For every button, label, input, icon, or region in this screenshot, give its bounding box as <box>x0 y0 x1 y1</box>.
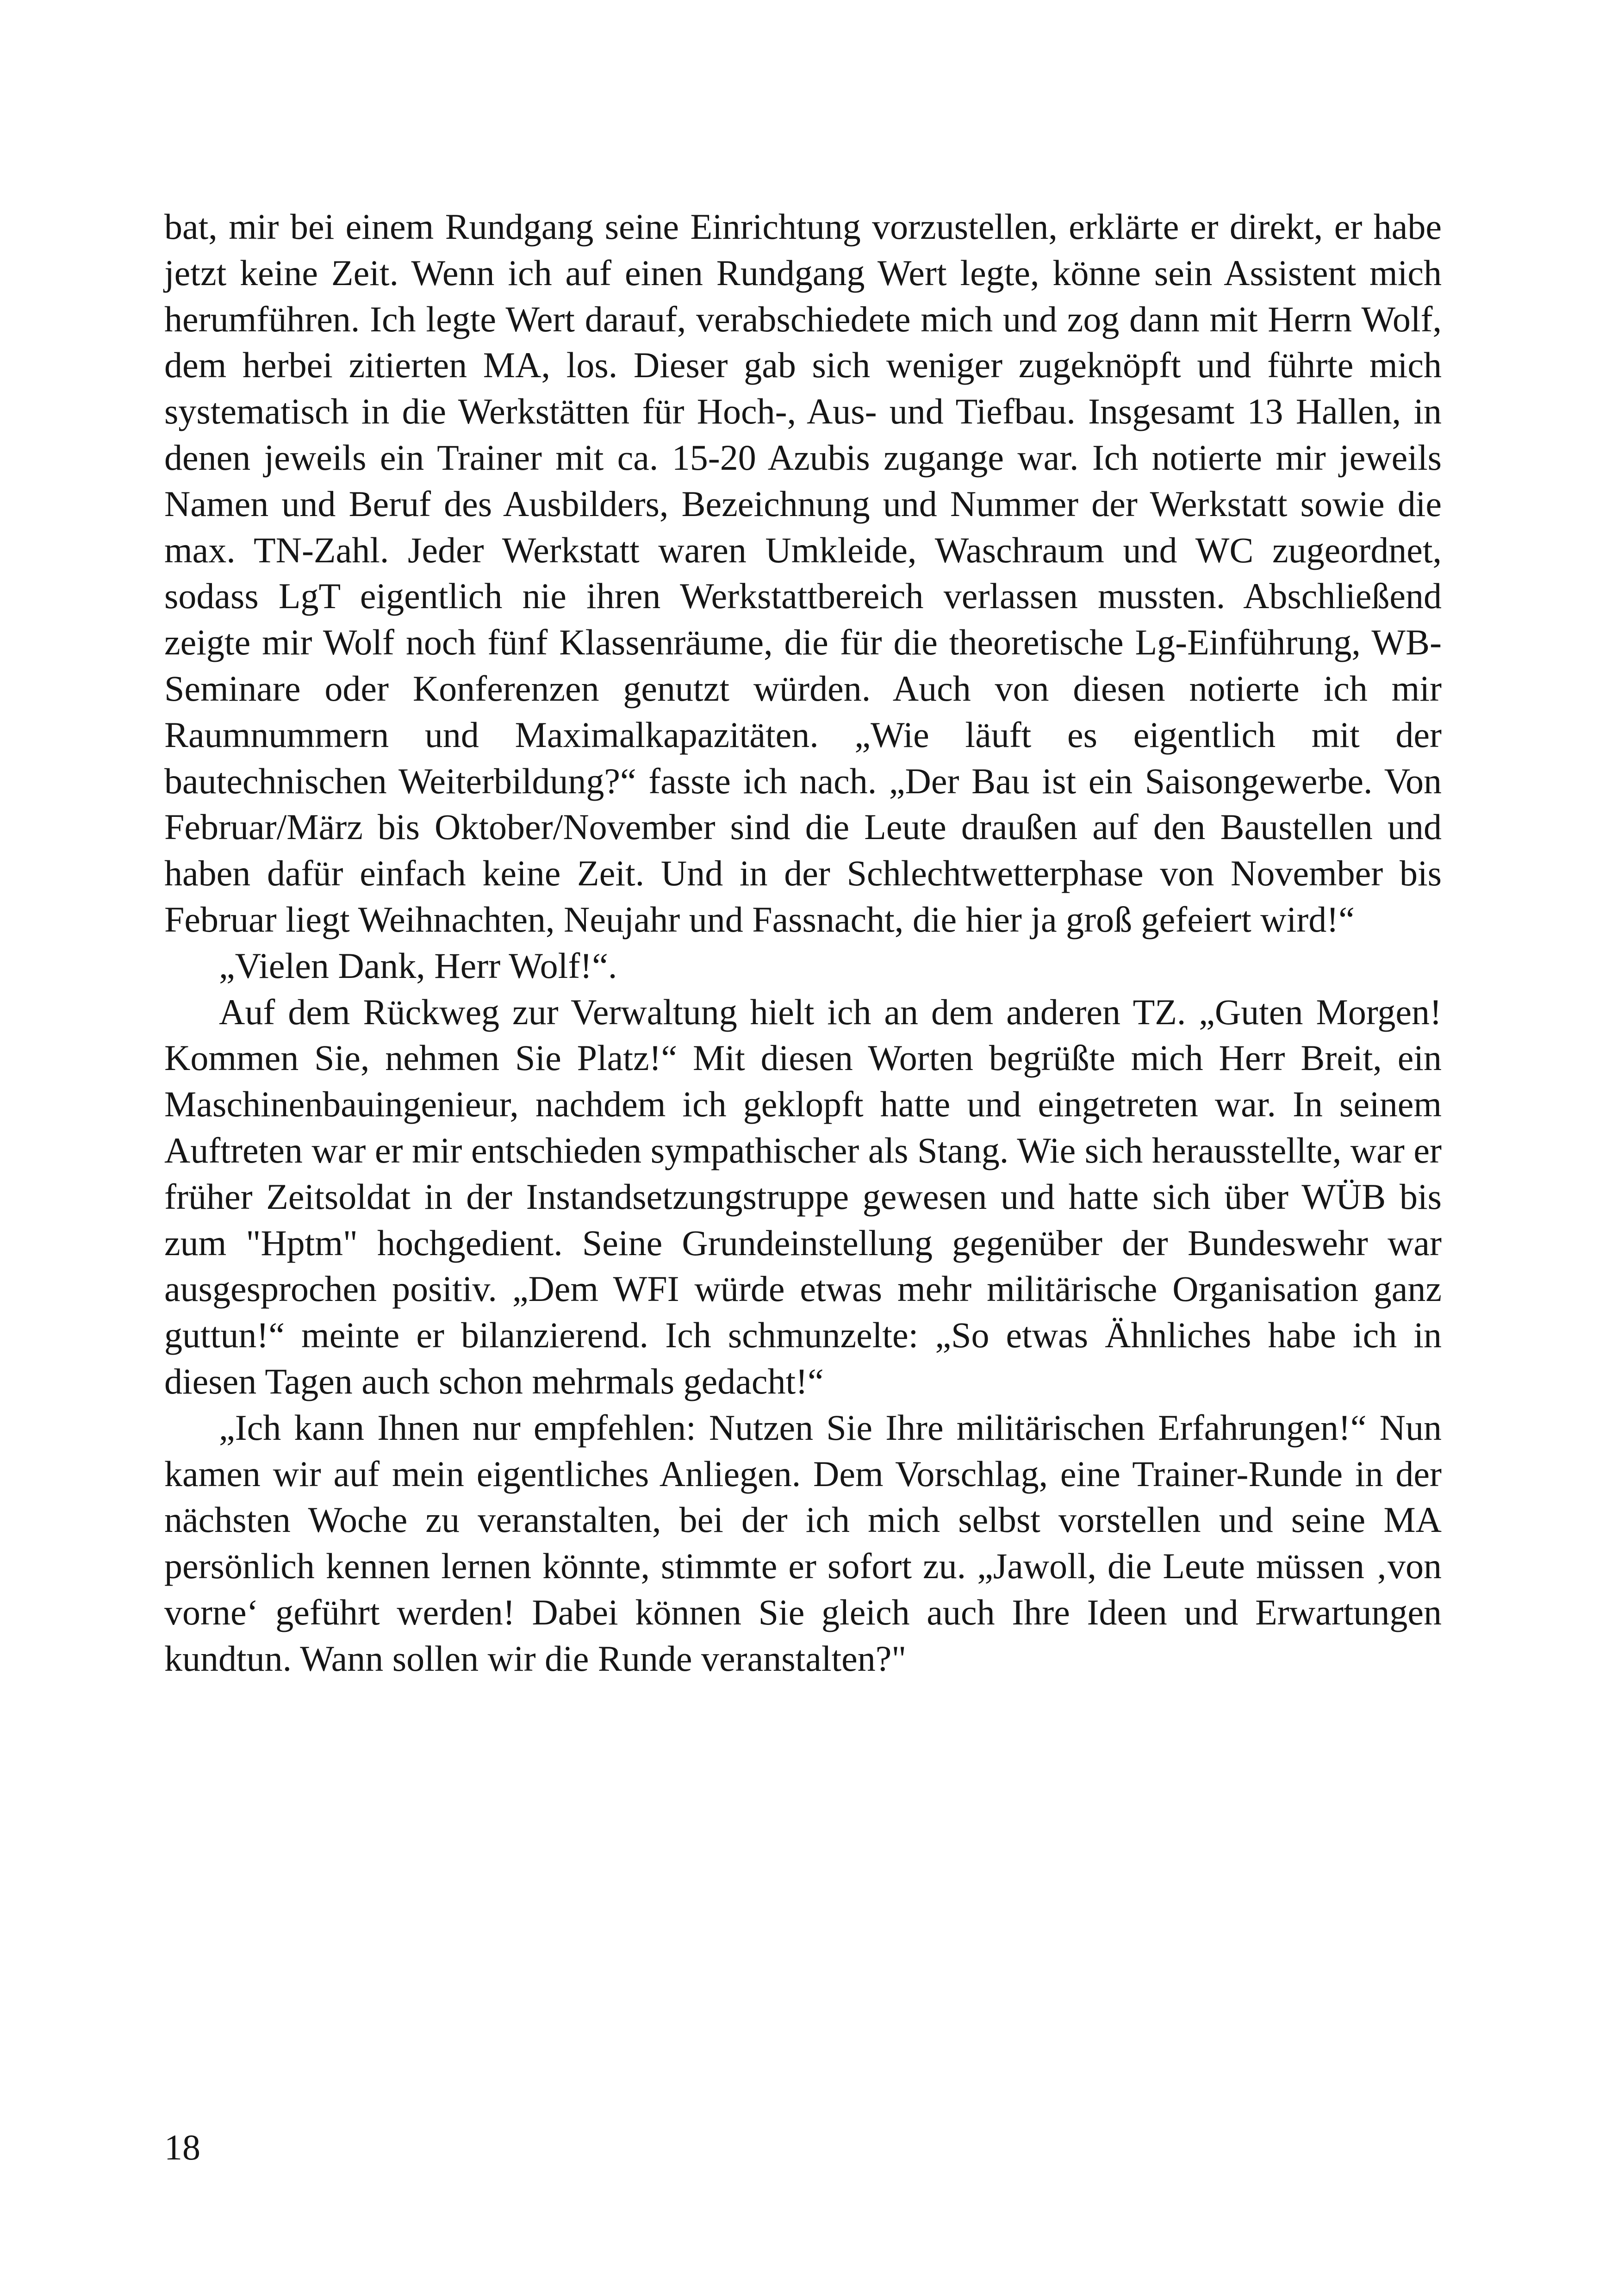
body-text <box>164 204 1442 1682</box>
paragraph-4: „Ich kann Ihnen nur empfehlen: Nutzen Sie Ihre militärischen Erfahrungen!“ Nun kamen wir auf mein eigentliches Anliegen. Dem Vorschlag, eine Trainer-Runde in der nächsten Woche zu veranstalten, bei der ich mich selbst vorstellen und seine MA persönlich kennen lernen könnte, stimmte er sofort zu. „Jawoll, die Leute müssen ‚von vorne‘ geführt werden! Dabei können Sie gleich auch Ihre Ideen und Erwartungen kundtun. Wann sollen wir die Runde veranstalten?" <box>164 1407 1442 1679</box>
page-number: 18 <box>164 2127 200 2167</box>
paragraph-2: „Vielen Dank, Herr Wolf!“. <box>219 945 617 986</box>
paragraph-3: Auf dem Rückweg zur Verwaltung hielt ich an dem anderen TZ. „Guten Morgen! Kommen Sie, nehmen Sie Platz!“ Mit diesen Worten begrüßte mich Herr Breit, ein Maschinenbauingenieur, nachdem ich geklopft hatte und eingetreten war. In seinem Auftreten war er mir entschieden sympathischer als Stang. Wie sich herausstellte, war er früher Zeitsoldat in der Instandsetzungstruppe gewesen und hatte sich über WÜB bis zum "Hptm" hochgedient. Seine Grundeinstellung gegenüber der Bundeswehr war ausgesprochen positiv. „Dem WFI würde etwas mehr militärische Organisation ganz guttun!“ meinte er bilanzierend. Ich schmunzelte: „So etwas Ähnliches habe ich in diesen Tagen auch schon mehrmals gedacht!“ <box>164 991 1442 1401</box>
paragraph-1: bat, mir bei einem Rundgang seine Einrichtung vorzustellen, erklärte er direkt, er habe jetzt keine Zeit. Wenn ich auf einen Rundgang Wert legte, könne sein Assistent mich herumführen. Ich legte Wert darauf, verabschiedete mich und zog dann mit Herrn Wolf, dem herbei zitierten MA, los. Dieser gab sich weniger zugeknöpft und führte mich systematisch in die Werkstätten für Hoch-, Aus- und Tiefbau. Insgesamt 13 Hallen, in denen jeweils ein Trainer mit ca. 15-20 Azubis zugange war. Ich notierte mir jeweils Namen und Beruf des Ausbilders, Bezeichnung und Nummer der Werkstatt sowie die max. TN-Zahl. Jeder Werkstatt waren Umkleide, Waschraum und WC zugeordnet, sodass LgT eigentlich nie ihren Werkstattbereich verlassen mussten. Abschließend zeigte mir Wolf noch fünf Klassenräume, die für die theoretische Lg-Einführung, WB-Seminare oder Konferenzen genutzt würden. Auch von diesen notierte ich mir Raumnummern und Maximalkapazitäten. „Wie läuft es eigentlich mit der bautechnischen Weiterbildung?“ fasste ich nach. „Der Bau ist ein Saisongewerbe. Von Februar/März bis Oktober/November sind die Leute draußen auf den Baustellen und haben dafür einfach keine Zeit. Und in der Schlechtwetterphase von November bis Februar liegt Weihnachten, Neujahr und Fassnacht, die hier ja groß gefeiert wird!“ <box>164 206 1442 940</box>
